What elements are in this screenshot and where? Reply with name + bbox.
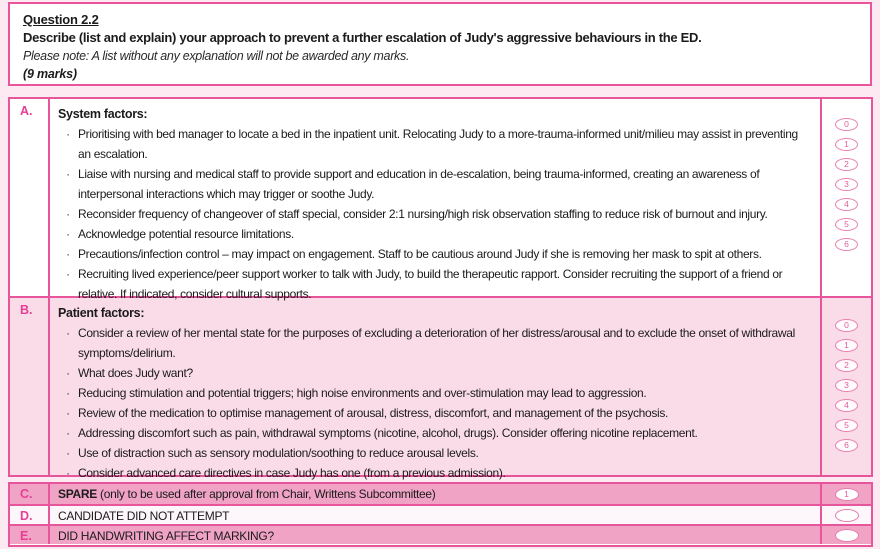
bullet-icon: · <box>66 366 70 380</box>
spare-label: SPARE <box>58 487 97 501</box>
bullet-text: Review of the medication to optimise management of arousal, distress, discomfort, and management of the psychosis. <box>78 406 669 420</box>
flag-letter-c: C. <box>10 484 50 504</box>
bullet-icon: · <box>66 207 70 221</box>
flag-text-not-attempt: CANDIDATE DID NOT ATTEMPT <box>58 509 230 523</box>
list-item <box>58 124 812 164</box>
criteria-table <box>8 97 873 480</box>
question-number: Question 2.2 <box>23 12 99 27</box>
mark-bubble-b-4[interactable]: 4 <box>835 399 858 412</box>
criterion-row-a <box>10 99 871 301</box>
bullet-text: Consider advanced care directives in case Judy has one (from a previous admission). <box>78 466 506 480</box>
list-item <box>58 423 812 443</box>
mark-bubble-a-2[interactable]: 2 <box>835 158 858 171</box>
bullet-icon: · <box>66 446 70 460</box>
criterion-letter-b: B. <box>10 298 50 475</box>
mark-bubble-a-0[interactable]: 0 <box>835 118 858 131</box>
list-item <box>58 383 812 403</box>
bullet-icon: · <box>66 267 70 281</box>
bullet-text: Liaise with nursing and medical staff to provide support and education in de-escalation, being trauma-informed, creating an awareness of interpersonal interactions which may trigger or soothe Judy. <box>78 167 760 201</box>
mark-bubble-a-6[interactable]: 6 <box>835 238 858 251</box>
marks-column-b <box>820 298 871 475</box>
flag-row-not-attempt <box>10 504 871 524</box>
flag-text-handwriting: DID HANDWRITING AFFECT MARKING? <box>58 529 274 543</box>
flag-text-spare <box>50 484 820 504</box>
bullet-icon: · <box>66 406 70 420</box>
list-item <box>58 164 812 204</box>
bullet-icon: · <box>66 127 70 141</box>
flag-marks-c <box>820 484 871 504</box>
mark-bubble-b-3[interactable]: 3 <box>835 379 858 392</box>
mark-bubble-not-attempt[interactable] <box>835 509 859 522</box>
list-item <box>58 244 812 264</box>
section-heading-a: System factors: <box>58 107 148 121</box>
bullet-icon: · <box>66 326 70 340</box>
flags-table <box>8 482 873 547</box>
list-item <box>58 463 812 483</box>
bullet-icon: · <box>66 167 70 181</box>
spare-note: (only to be used after approval from Chair, Writtens Subcommittee) <box>96 487 436 501</box>
bullet-text: What does Judy want? <box>78 366 193 380</box>
bullet-icon: · <box>66 426 70 440</box>
flag-marks-e <box>820 526 871 544</box>
list-item <box>58 443 812 463</box>
list-item <box>58 403 812 423</box>
flag-marks-d <box>820 506 871 524</box>
criterion-row-b <box>10 296 871 480</box>
bullet-text: Prioritising with bed manager to locate a bed in the inpatient unit. Relocating Judy to a more-trauma-informed unit/milieu may assist in preventing an escalation. <box>78 127 798 161</box>
bullet-icon: · <box>66 466 70 480</box>
bullet-text: Recruiting lived experience/peer support worker to talk with Judy, to build the therapeutic rapport. Consider recruiting the support of a friend or relative. If indicated, consider cultural supports. <box>78 267 783 301</box>
bullet-icon: · <box>66 386 70 400</box>
mark-bubble-b-1[interactable]: 1 <box>835 339 858 352</box>
list-item <box>58 323 812 363</box>
flag-letter-d: D. <box>10 506 50 524</box>
section-heading-b: Patient factors: <box>58 306 145 320</box>
flag-row-handwriting <box>10 524 871 544</box>
bullet-text: Addressing discomfort such as pain, withdrawal symptoms (nicotine, alcohol, drugs). Consider offering nicotine replacement. <box>78 426 698 440</box>
mark-bubble-a-3[interactable]: 3 <box>835 178 858 191</box>
mark-bubble-a-5[interactable]: 5 <box>835 218 858 231</box>
bullet-text: Reducing stimulation and potential triggers; high noise environments and over-stimulation may lead to aggression. <box>78 386 647 400</box>
mark-bubble-a-4[interactable]: 4 <box>835 198 858 211</box>
question-note: Please note: A list without any explanation will not be awarded any marks. <box>23 49 410 63</box>
bullet-text: Consider a review of her mental state for the purposes of excluding a deterioration of her distress/arousal and to exclude the onset of withdrawal symptoms/delirium. <box>78 326 795 360</box>
bullet-text: Acknowledge potential resource limitations. <box>78 227 294 241</box>
mark-bubble-handwriting[interactable] <box>835 529 859 542</box>
list-item <box>58 224 812 244</box>
question-marks: (9 marks) <box>23 67 77 81</box>
bullet-text: Use of distraction such as sensory modulation/soothing to reduce arousal levels. <box>78 446 479 460</box>
criterion-content-b <box>50 298 820 480</box>
criterion-content-a <box>50 99 820 301</box>
marks-column-a <box>820 99 871 296</box>
bullet-text: Precautions/infection control – may impact on engagement. Staff to be cautious around Judy if she is removing her mask to spit at others. <box>78 247 762 261</box>
question-header-box <box>8 2 872 86</box>
bullet-text: Reconsider frequency of changeover of staff special, consider 2:1 nursing/high risk observation staffing to reduce risk of burnout and injury. <box>78 207 768 221</box>
mark-bubble-a-1[interactable]: 1 <box>835 138 858 151</box>
mark-bubble-b-2[interactable]: 2 <box>835 359 858 372</box>
bullet-icon: · <box>66 247 70 261</box>
list-item <box>58 363 812 383</box>
mark-bubble-b-0[interactable]: 0 <box>835 319 858 332</box>
list-item <box>58 204 812 224</box>
mark-bubble-b-5[interactable]: 5 <box>835 419 858 432</box>
mark-bubble-b-6[interactable]: 6 <box>835 439 858 452</box>
criterion-letter-a: A. <box>10 99 50 296</box>
flag-row-spare <box>10 484 871 504</box>
question-prompt: Describe (list and explain) your approach to prevent a further escalation of Judy's aggressive behaviours in the ED. <box>23 30 702 45</box>
mark-bubble-spare[interactable]: 1 <box>835 488 859 501</box>
bullet-icon: · <box>66 227 70 241</box>
flag-letter-e: E. <box>10 526 50 544</box>
